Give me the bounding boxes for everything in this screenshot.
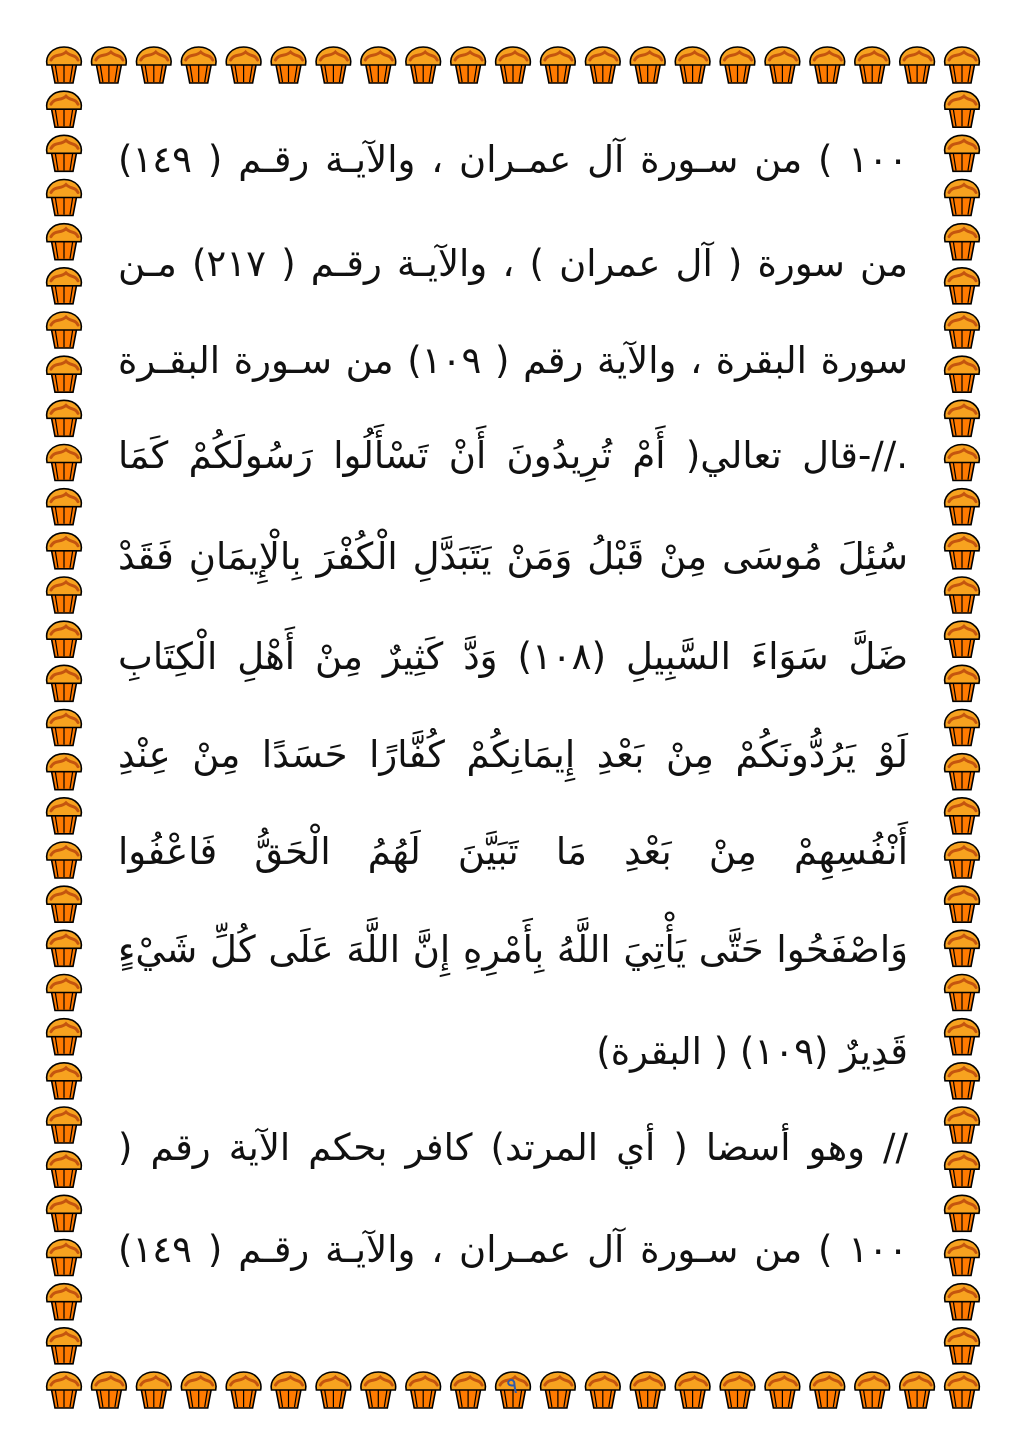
muffin-icon	[451, 1372, 486, 1408]
text-line-1: ١٠٠ ) من سـورة آل عمـران ، والآيـة رقـم ( ١٤٩)	[118, 138, 908, 181]
muffin-icon	[675, 47, 710, 83]
muffin-icon	[361, 47, 396, 83]
muffin-icon	[945, 400, 980, 436]
muffin-icon	[47, 489, 82, 525]
muffin-icon	[945, 1063, 980, 1099]
muffin-icon	[47, 91, 82, 127]
text-line-9: وَاصْفَحُوا حَتَّى يَأْتِيَ اللَّهُ بِأَمْرِهِ إِنَّ اللَّهَ عَلَى كُلِّ شَيْءٍ	[118, 928, 908, 971]
muffin-icon	[181, 1372, 216, 1408]
muffin-icon	[945, 1019, 980, 1055]
text-line-7: لَوْ يَرُدُّونَكُمْ مِنْ بَعْدِ إِيمَانِكُمْ كُفَّارًا حَسَدًا مِنْ عِنْدِ	[118, 733, 908, 776]
muffin-icon	[496, 47, 531, 83]
muffin-icon	[541, 47, 576, 83]
muffin-icon	[945, 135, 980, 171]
muffin-icon	[855, 47, 890, 83]
muffin-icon	[945, 1372, 980, 1408]
muffin-icon	[47, 312, 82, 348]
muffin-icon	[47, 1240, 82, 1276]
muffin-icon	[630, 47, 665, 83]
muffin-icon	[136, 1372, 171, 1408]
muffin-icon	[945, 268, 980, 304]
muffin-icon	[47, 1372, 82, 1408]
muffin-icon	[945, 754, 980, 790]
muffin-icon	[47, 1284, 82, 1320]
muffin-icon	[47, 224, 82, 260]
text-line-10: قَدِيرٌ (١٠٩) ( البقرة)	[596, 1030, 908, 1073]
muffin-icon	[47, 975, 82, 1011]
muffin-icon	[47, 798, 82, 834]
muffin-icon	[945, 224, 980, 260]
muffin-icon	[945, 489, 980, 525]
muffin-icon	[226, 1372, 261, 1408]
text-line-6: ضَلَّ سَوَاءَ السَّبِيلِ (١٠٨) وَدَّ كَثِيرٌ مِنْ أَهْلِ الْكِتَابِ	[118, 635, 908, 678]
muffin-icon	[226, 47, 261, 83]
muffin-icon	[47, 665, 82, 701]
text-line-2: من سورة ( آل عمران ) ، والآيـة رقـم ( ٢١٧) مـن	[118, 242, 908, 285]
muffin-icon	[136, 47, 171, 83]
muffin-icon	[47, 445, 82, 481]
muffin-icon	[630, 1372, 665, 1408]
muffin-icon	[47, 268, 82, 304]
muffin-icon	[451, 47, 486, 83]
muffin-icon	[720, 47, 755, 83]
muffin-icon	[945, 1328, 980, 1364]
muffin-icon	[47, 533, 82, 569]
muffin-icon	[945, 533, 980, 569]
muffin-icon	[585, 1372, 620, 1408]
muffin-icon	[945, 1240, 980, 1276]
muffin-icon	[945, 180, 980, 216]
muffin-icon	[945, 798, 980, 834]
muffin-icon	[810, 47, 845, 83]
text-line-3: سورة البقرة ، والآية رقم ( ١٠٩) من سـورة البقـرة	[118, 339, 908, 382]
muffin-icon	[47, 930, 82, 966]
muffin-icon	[47, 842, 82, 878]
text-line-4: .//-قال تعالي( أَمْ تُرِيدُونَ أَنْ تَسْأَلُوا رَسُولَكُمْ كَمَا	[118, 434, 908, 477]
muffin-icon	[720, 1372, 755, 1408]
muffin-icon	[92, 47, 127, 83]
muffin-icon	[945, 445, 980, 481]
text-line-12: ١٠٠ ) من سـورة آل عمـران ، والآيـة رقـم ( ١٤٩)	[118, 1228, 908, 1271]
muffin-icon	[47, 1019, 82, 1055]
muffin-icon	[945, 91, 980, 127]
muffin-icon	[271, 1372, 306, 1408]
muffin-icon	[47, 886, 82, 922]
muffin-icon	[855, 1372, 890, 1408]
muffin-icon	[316, 1372, 351, 1408]
muffin-icon	[945, 577, 980, 613]
muffin-icon	[765, 1372, 800, 1408]
muffin-icon	[810, 1372, 845, 1408]
muffin-icon	[945, 1195, 980, 1231]
muffin-icon	[47, 1328, 82, 1364]
muffin-icon	[316, 47, 351, 83]
muffin-icon	[945, 886, 980, 922]
muffin-icon	[47, 1107, 82, 1143]
muffin-icon	[945, 710, 980, 746]
muffin-icon	[47, 621, 82, 657]
muffin-icon	[47, 1063, 82, 1099]
muffin-icon	[47, 710, 82, 746]
text-line-8: أَنْفُسِهِمْ مِنْ بَعْدِ مَا تَبَيَّنَ لَهُمُ الْحَقُّ فَاعْفُوا	[118, 830, 908, 873]
muffin-icon	[541, 1372, 576, 1408]
muffin-icon	[47, 47, 82, 83]
muffin-icon	[945, 975, 980, 1011]
muffin-icon	[945, 1284, 980, 1320]
muffin-icon	[47, 1195, 82, 1231]
text-line-11: // وهو أسضا ( أي المرتد) كافر بحكم الآية رقم (	[118, 1126, 908, 1169]
page-number: ٩	[506, 1374, 518, 1399]
muffin-icon	[675, 1372, 710, 1408]
muffin-icon	[47, 400, 82, 436]
muffin-icon	[47, 577, 82, 613]
muffin-icon	[900, 1372, 935, 1408]
muffin-icon	[47, 356, 82, 392]
muffin-icon	[945, 1151, 980, 1187]
muffin-icon	[945, 665, 980, 701]
muffin-icon	[585, 47, 620, 83]
muffin-icon	[945, 312, 980, 348]
muffin-icon	[47, 135, 82, 171]
muffin-icon	[945, 842, 980, 878]
muffin-icon	[945, 1107, 980, 1143]
muffin-icon	[900, 47, 935, 83]
muffin-icon	[945, 356, 980, 392]
text-line-5: سُئِلَ مُوسَى مِنْ قَبْلُ وَمَنْ يَتَبَدَّلِ الْكُفْرَ بِالْإِيمَانِ فَقَدْ	[118, 535, 908, 578]
muffin-icon	[945, 930, 980, 966]
muffin-icon	[92, 1372, 127, 1408]
muffin-icon	[945, 47, 980, 83]
muffin-icon	[47, 180, 82, 216]
muffin-icon	[945, 621, 980, 657]
muffin-icon	[406, 1372, 441, 1408]
muffin-icon	[47, 754, 82, 790]
muffin-icon	[181, 47, 216, 83]
muffin-icon	[271, 47, 306, 83]
muffin-icon	[361, 1372, 396, 1408]
muffin-icon	[47, 1151, 82, 1187]
muffin-icon	[765, 47, 800, 83]
muffin-icon	[406, 47, 441, 83]
